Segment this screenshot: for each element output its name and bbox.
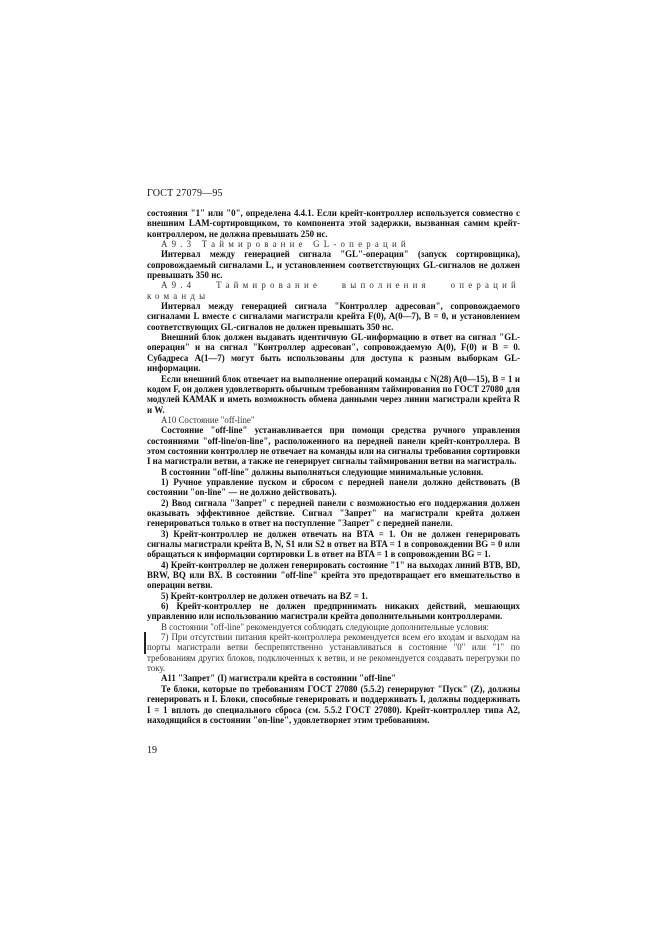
paragraph: 1) Ручное управление пуском и сбросом с передней панели должно действовать (В состоянии "on-line" — не должно действовать). [147, 476, 520, 498]
paragraph: Те блоки, которые по требованиям ГОСТ 27080 (5.5.2) генерируют "Пуск" (Z), должны генерировать и I. Блоки, способные генерировать и поддерживать I, должны поддерживать I = 1 вплоть до специального сброса (см. 5.5.2 ГОСТ 27080). Крейт-контроллер типа А2, находящийся в состоянии "on-line", удовлетворяет этим требованиям. [147, 683, 520, 725]
paragraph: А9.4 Таймирование выполнения операций команды [147, 280, 520, 301]
paragraph: Интервал между генерацией сигнала "GL"-операция" (запуск сортировщика), сопровождаемый сигналами L, и установлением соответствующих GL-сигналов не должен превышать 350 нс. [147, 249, 520, 281]
paragraph: 3) Крейт-контроллер не должен отвечать на BTA = 1. Он не должен генерировать сигналы магистрали крейта B, N, S1 или S2 в ответ на BTA = 1 в сопровождении BG = 0 или обращаться к информации сортировки L в ответ на BTA = 1 в сопровождении BG = 1. [147, 528, 520, 560]
document-body [147, 208, 520, 725]
paragraph: 5) Крейт-контроллер не должен отвечать на BZ = 1. [161, 590, 368, 601]
paragraph: А9.3 Таймирование GL-операций [161, 239, 410, 250]
paragraph: 7) При отсутствии питания крейт-контроллера рекомендуется всем его входам и выходам на порты магистрали ветви беспрепятственно устанавливаться в состояние "0" или "1" по требованиям других блоков, подключенных к ветви, и не рекомендуется создавать перегрузки по току. [147, 632, 520, 674]
paragraph: 2) Ввод сигнала "Запрет" с передней панели с возможностью его поддержания должен оказывать эффективное действие. Сигнал "Запрет" на магистрали крейта должен генерироваться только в ответ на поступление "Запрет" с передней панели. [147, 497, 520, 529]
paragraph: Состояние "off-line" устанавливается при помощи средства ручного управления состояниями "off-line/on-line", расположенного на передней панели крейт-контроллера. В этом состоянии контроллер не отвечает на команды или на сигналы требования сортировки I на магистрали ветви, а также не генерирует сигналы таймирования ветви на магистраль. [147, 425, 520, 467]
paragraph: Если внешний блок отвечает на выполнение операций команды с N(28) A(0—15), B = 1 и кодом F, он должен удовлетворять обычным требованиям таймирования по ГОСТ 27080 для модулей КАМАК и иметь возможность обмена данными через линии магистрали крейта R и W. [147, 373, 520, 415]
paragraph: состояния "1" или "0", определена 4.4.1. Если крейт-контроллер используется совместно с внешним LAM-сортировщиком, то компонента этой задержки, вызванная самим крейт-контроллером, не должна превышать 250 нс. [147, 208, 520, 239]
document-header: ГОСТ 27079—95 [147, 188, 223, 199]
paragraph: А11 "Запрет" (I) магистрали крейта в состоянии "off-line" [161, 673, 397, 684]
paragraph: Интервал между генерацией сигнала "Контроллер адресован", сопровождаемого сигналами L вместе с сигналами магистрали крейта F(0), A(0—7), B = 0, и установлением соответствующих GL-сигналов не должен превышать 350 нс. [147, 301, 520, 332]
paragraph: А10 Состояние "off-line" [161, 414, 255, 425]
paragraph: Внешний блок должен выдавать идентичную GL-информацию в ответ на сигнал "GL-операция" и на сигнал "Контроллер адресован", сопровождаемую A(0), F(0) и B = 0. Субадреса A(1—7) могут быть использованы для доступа к разным выборкам GL-информации. [147, 332, 520, 374]
paragraph: В состоянии "off-line" рекомендуется соблюдать следующие дополнительные условия: [161, 621, 489, 632]
revision-bar [144, 632, 146, 654]
paragraph: В состоянии "off-line" должны выполняться следующие минимальные условия. [161, 466, 484, 477]
paragraph: 6) Крейт-контроллер не должен предпринимать никаких действий, мешающих управлению или использованию магистрали крейта дополнительными контроллерами. [147, 601, 520, 622]
page-number: 19 [147, 745, 157, 756]
paragraph: 4) Крейт-контроллер не должен генерировать состояние "1" на выходах линий BTB, BD, BRW, BQ или BX. В состоянии "off-line" крейта это предотвращает его вмешательство в операции ветви. [147, 559, 520, 591]
